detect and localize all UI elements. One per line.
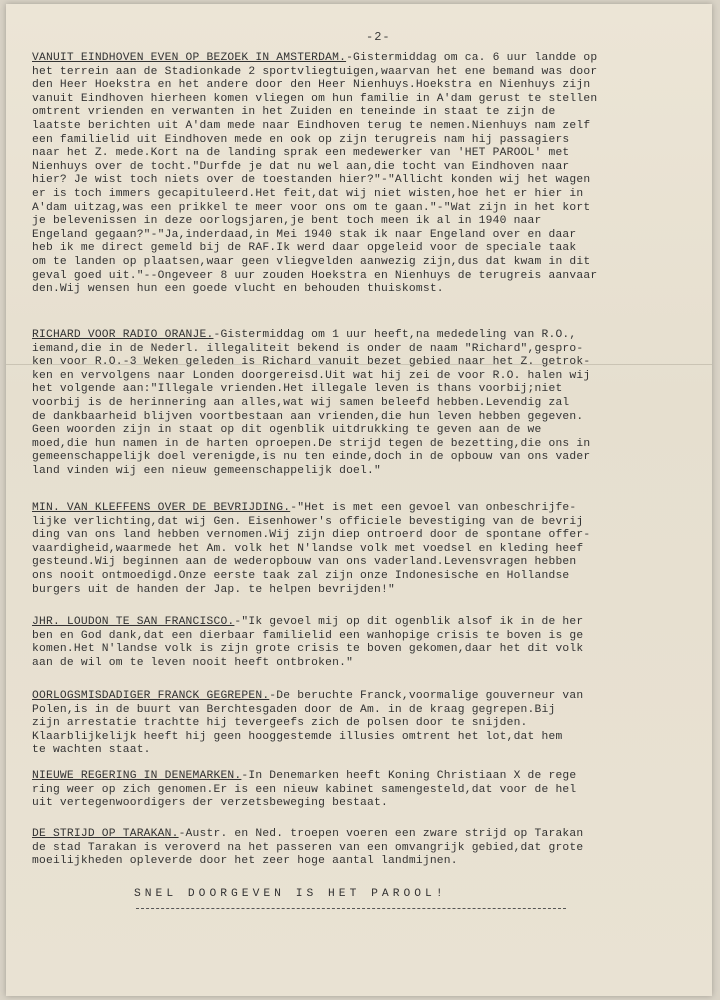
- article-line: [32, 397, 702, 411]
- article-line: [32, 283, 702, 297]
- article-line: [32, 343, 702, 357]
- article-line: [32, 657, 702, 671]
- article-line: [32, 855, 702, 869]
- article-line-text: -"Ik gevoel mij op dit ogenblik alsof ik in de her: [234, 616, 584, 628]
- article-line: [32, 106, 702, 120]
- article-line-text: -De beruchte Franck,voormalige gouverneur van: [269, 690, 584, 702]
- article-line-text: Klaarblijkelijk heeft hij geen hooggestemde illusies omtrent het lot,dat hem: [32, 730, 563, 743]
- article-line: [32, 215, 702, 229]
- article-line: [32, 784, 702, 798]
- article-line: [32, 52, 702, 66]
- article-line: [32, 383, 702, 397]
- article-line: [32, 630, 702, 644]
- article-line-text: het terrein aan de Stadionkade 2 sportvliegtuigen,waarvan het ene bemand was door: [32, 65, 598, 78]
- article-line: [32, 370, 702, 384]
- article-line-text: er is toch immers gecapituleerd.Het feit,dat wij niet wisten,hoe het er hier in: [32, 187, 584, 200]
- article-line: [32, 465, 702, 479]
- article-line: [32, 770, 702, 784]
- article-line: [32, 147, 702, 161]
- article-line-text: Nienhuys over de tocht."Durfde je dat nu wel aan,die tocht van Eindhoven naar: [32, 160, 570, 173]
- article-line: [32, 438, 702, 452]
- article-line-text: de dankbaarheid blijven voortbestaan aan vrienden,die hun leven hebben gegeven.: [32, 410, 584, 423]
- article-line-text: burgers uit de handen der Jap. te helpen bevrijden!": [32, 583, 395, 596]
- article-headline: DE STRIJD OP TARAKAN.: [32, 828, 179, 840]
- article-line: [32, 411, 702, 425]
- article-line: [32, 451, 702, 465]
- article-line-text: -Austr. en Ned. troepen voeren een zware strijd op Tarakan: [178, 828, 584, 840]
- article-line-text: een familielid uit Eindhoven mede en ook op zijn terugreis nam hij passagiers: [32, 133, 570, 146]
- article-line: [32, 616, 702, 630]
- article-line: [32, 797, 702, 811]
- article-line: [32, 202, 702, 216]
- article-line: [32, 717, 702, 731]
- article-line: [32, 356, 702, 370]
- newspaper-page: [6, 4, 712, 996]
- article-line: [32, 229, 702, 243]
- article-line: [32, 120, 702, 134]
- article-line: [32, 256, 702, 270]
- article-line: [32, 731, 702, 745]
- article-line-text: te wachten staat.: [32, 744, 151, 757]
- article-line-text: uit vertegenwoordigers der verzetsbeweging bestaat.: [32, 797, 388, 810]
- article-line: [32, 188, 702, 202]
- article-line-text: heb ik me direct gemeld bij de RAF.Ik werd daar opgeleid voor de speciale taak: [32, 242, 577, 255]
- article-line-text: de stad Tarakan is veroverd na het passeren van een omvangrijk gebied,dat grote: [32, 841, 584, 854]
- article-eindhoven: [32, 52, 702, 297]
- article-line: [32, 502, 702, 516]
- article-line-text: hier? Je wist toch niets over de toestanden hier?"-"Allicht konden wij het wagen: [32, 174, 591, 187]
- article-line-text: vanuit Eindhoven hierheen komen vliegen om hun familie in A'dam gerust te stellen: [32, 92, 598, 105]
- article-headline: VANUIT EINDHOVEN EVEN OP BEZOEK IN AMSTERDAM.: [32, 52, 347, 64]
- article-line-text: A'dam uitzag,was een prikkel te meer voor ons om te gaan."-"Wat zijn in het kort: [32, 201, 591, 214]
- article-line-text: naar het Z. mede.Kort na de landing sprak een medewerker van 'HET PAROOL' met: [32, 147, 570, 160]
- article-line-text: zijn arrestatie trachtte hij tevergeefs zich de polsen door te snijden.: [32, 717, 528, 730]
- article-line: [32, 744, 702, 758]
- article-line-text: aan de wil om te leven nooit heeft ontbroken.": [32, 656, 354, 669]
- article-headline: JHR. LOUDON TE SAN FRANCISCO.: [32, 616, 235, 628]
- article-line: [32, 66, 702, 80]
- article-line-text: -"Het is met een gevoel van onbeschrijfe-: [290, 502, 577, 514]
- article-line-text: komen.Het N'landse volk is zijn grote crisis te boven gekomen,daar het dit volk: [32, 643, 584, 656]
- article-line: [32, 270, 702, 284]
- article-line-text: ken voor R.O.-3 Weken geleden is Richard vanuit bezet gebied naar het Z. getrok-: [32, 356, 591, 369]
- article-line-text: ben en God dank,dat een dierbaar familielid een wanhopige crisis te boven is ge: [32, 629, 584, 642]
- article-line: [32, 79, 702, 93]
- article-line-text: moed,die hun namen in de harten oproepen.De strijd tegen de bezetting,die ons in: [32, 437, 591, 450]
- article-line: [32, 529, 702, 543]
- article-line-text: moeilijkheden opleverde door het zeer hoge aantal landmijnen.: [32, 855, 458, 868]
- article-line: [32, 543, 702, 557]
- article-headline: NIEUWE REGERING IN DENEMARKEN.: [32, 770, 242, 782]
- article-line-text: den Heer Hoekstra en het andere door den Heer Nienhuys.Hoekstra en Nienhuys zijn: [32, 79, 591, 92]
- article-line-text: vaardigheid,waarmede het Am. volk het N'landse volk met voedsel en kleding heef: [32, 542, 584, 555]
- article-line-text: Polen,is in de buurt van Berchtesgaden door de Am. in de kraag gegrepen.Bij: [32, 703, 556, 716]
- article-headline: RICHARD VOOR RADIO ORANJE.: [32, 329, 214, 341]
- article-line-text: om te landen op plaatsen,waar geen vliegvelden aanwezig zijn,dus dat kwam in dit: [32, 255, 591, 268]
- article-line-text: ons nooit ontmoedigd.Onze eerste taak zal zijn onze Indonesische en Hollandse: [32, 569, 570, 582]
- article-line-text: ding van ons land hebben vernomen.Wij zijn diep ontroerd door de spontane offer-: [32, 529, 591, 542]
- article-line-text: ken en vervolgens naar Londen doorgereisd.Uit wat hij zei de voor R.O. halen wij: [32, 369, 591, 382]
- article-line-text: -In Denemarken heeft Koning Christiaan X de rege: [241, 770, 577, 782]
- article-line-text: omtrent vrienden en verwanten in het Zuiden en teneinde in staat te zijn de: [32, 106, 556, 119]
- article-line-text: iemand,die in de Nederl. illegaliteit bekend is onder de naam "Richard",gespro-: [32, 342, 584, 355]
- article-line: [32, 704, 702, 718]
- article-line-text: gemeenschappelijk doel verenigde,is nu ten einde,doch in de opbouw van ons vader: [32, 451, 591, 464]
- article-line: [32, 242, 702, 256]
- article-line: [32, 424, 702, 438]
- article-line: [32, 329, 702, 343]
- article-franck: [32, 690, 702, 758]
- article-line: [32, 134, 702, 148]
- article-line-text: gesteund.Wij beginnen aan de wederopbouw van ons vaderland.Levensvragen hebben: [32, 556, 577, 569]
- article-line-text: lijke verlichting,dat wij Gen. Eisenhower's officiele bevestiging van de bevrij: [32, 515, 584, 528]
- article-line-text: laatste berichten uit A'dam mede naar Eindhoven terug te nemen.Nienhuys nam zelf: [32, 119, 591, 132]
- article-line-text: geval goed uit."--Ongeveer 8 uur zouden Hoekstra en Nienhuys de terugreis aanvaar: [32, 269, 598, 282]
- article-line-text: het volgende aan:"Illegale vrienden.Het illegale leven is thans voorbij;niet: [32, 383, 563, 396]
- article-line: [32, 516, 702, 530]
- article-van-kleffens: [32, 502, 702, 597]
- article-line-text: ring weer op zich genomen.Er is een nieuw kabinet samengesteld,dat voor de hel: [32, 783, 577, 796]
- article-line: [32, 584, 702, 598]
- page-number: -2-: [366, 30, 391, 44]
- article-line: [32, 643, 702, 657]
- article-line-text: je belevenissen in deze oorlogsjaren,je bent toch meen ik al in 1940 naar: [32, 215, 542, 228]
- article-line: [32, 161, 702, 175]
- article-headline: OORLOGSMISDADIGER FRANCK GEGREPEN.: [32, 690, 270, 702]
- article-tarakan: [32, 828, 702, 869]
- article-line: [32, 842, 702, 856]
- article-line: [32, 828, 702, 842]
- article-line-text: Engeland gegaan?"-"Ja,inderdaad,in Mei 1940 stak ik naar Engeland over en daar: [32, 228, 577, 241]
- article-line-text: -Gistermiddag om 1 uur heeft,na mededeling van R.O.,: [213, 329, 577, 341]
- article-line-text: -Gistermiddag om ca. 6 uur landde op: [346, 52, 598, 64]
- article-denemarken: [32, 770, 702, 811]
- article-line-text: voorbij is de herinnering aan alles,wat wij samen beleefd hebben.Levendig zal: [32, 396, 570, 409]
- article-line: [32, 556, 702, 570]
- article-line: [32, 570, 702, 584]
- article-loudon: [32, 616, 702, 670]
- article-line: [32, 690, 702, 704]
- article-line-text: den.Wij wensen hun een goede vlucht en behouden thuiskomst.: [32, 283, 444, 296]
- article-headline: MIN. VAN KLEFFENS OVER DE BEVRIJDING.: [32, 502, 291, 514]
- footer-slogan: SNEL DOORGEVEN IS HET PAROOL!: [134, 888, 447, 900]
- article-line: [32, 174, 702, 188]
- article-line-text: land vinden wij een nieuw gemeenschappelijk doel.": [32, 464, 381, 477]
- article-richard-radio-oranje: [32, 329, 702, 479]
- article-line: [32, 93, 702, 107]
- footer-dashed-rule: [136, 908, 566, 909]
- article-line-text: Geen woorden zijn in staat op dit ogenblik uitdrukking te geven aan de we: [32, 424, 542, 437]
